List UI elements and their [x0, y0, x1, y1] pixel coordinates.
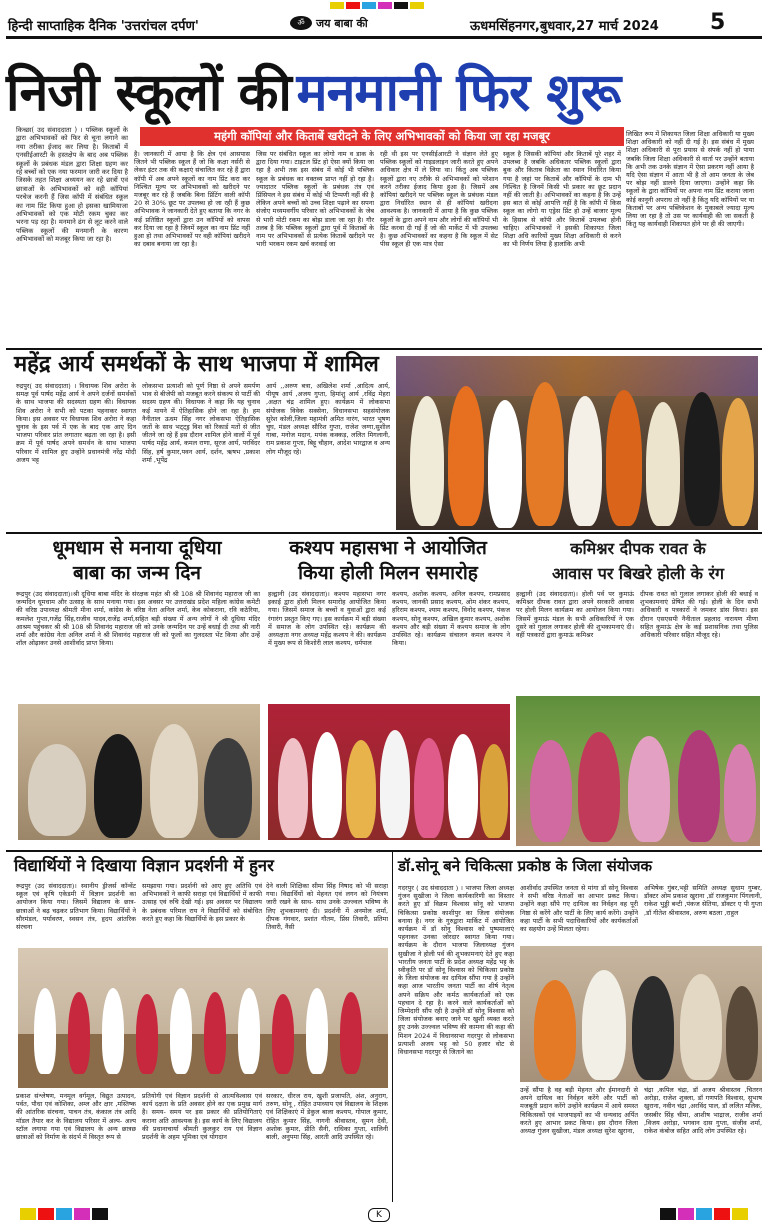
story1-col-6: लिखित रूप में शिकायत जिला शिक्षा अधिकारी या मुख्य शिक्षा अधिकारी को नहीं दी गई है। इस संबंध में मुख्य शिक्षा अधिकारी से पूरा प्रयास से संपर्क नहीं हो पाया जबकि जिला शिक्षा अधिकारी से वार्ता पर उन्होंने बताया कि अभी तक उनके संज्ञान में ऐसा प्रकरण नहीं आया है यदि ऐसा संज्ञान में आता भी है तो आम जनता के जेब पर बोझ नहीं डालने दिया जाएगा। उन्होंने कहा कि स्कूलों के द्वारा कॉपियों पर अपना नाम प्रिंट कराया जाना कोई कानूनी अपराध तो नहीं है किंतु यदि कॉपियों पर या किताबों पर अन्य पब्लिकेशन के मुकाबले ज्यादा मूल्य लिया जा रहा है तो उस पर कार्यवाही की जा सकती है किंतु यह कार्यवाही शिकायत होने पर ही की जाएगी। [626, 130, 754, 229]
story1-col-2: है। जानकारी में आया है कि क्षेत्र एवं आसपास जितने भी पब्लिक स्कूल हैं जो कि कक्षा नर्सरी से लेकर इंटर तक की कक्षाएं संचालित कर रहे हैं द्वारा कॉपी में अब अपने स्कूलों का नाम प्रिंट करा कर निश्चित मूल्य पर अभिभावकों को खरीदने पर मजबूर कर रहे हैं जबकि बिना प्रिंटिंग वाली कॉपी 20 से 30% छूट पर उपलब्ध हो जा रही हैं कुछ अभिभावक ने जानकारी देते हुए बताया कि नगर के कई प्रतिष्ठित स्कूलों द्वारा उन कॉपियों को वापस कर दिया जा रहा है जिनमें स्कूल का नाम प्रिंट नहीं हुआ हो तथा अभिभावकों पर वही कॉपियां खरीदने का दबाव बनाया जा रहा है। [134, 150, 250, 249]
story5-col-1: हल्द्वानी (उद संवाददाता)। होली पर्व पर कुमाऊं कमिश्नर दीपक रावत द्वारा अपने सरकारी आवास पर होली मिलन कार्यक्रम का आयोजन किया गया। जिसमें कुमाऊं मंडल के सभी अधिकारियों ने एक दूसरे को गुलाल लगाकर होली की शुभकामनाएं दी। वहीं पत्रकारों द्वारा कुमाऊं कमिश्नर [516, 590, 634, 640]
masthead-date: ऊधमसिंहनगर,बुधवार,27 मार्च 2024 [470, 19, 659, 34]
story7-headline: डॉ.सोनू बने चिकित्सा प्रकोष्ठ के जिला संयोजक [398, 857, 653, 875]
story4-col-1: हल्द्वानी (उद संवाददाता)। कश्यप महासभा नगर इकाई द्वारा होली मिलन समारोह आयोजित किया गया। जिसमें समाज के बच्चों व युवाओं द्वारा कई रंगारंग प्रस्तुत किए गए। इस कार्यक्रम में बड़ी संख्या में समाज के लोग उपस्थित रहे। कार्यक्रम की अध्यक्षता नगर अध्यक्ष महेंद्र कश्यप ने की। कार्यक्रम में मुख्य रूप से किशोरी लाल कश्यप, धर्मपाल [268, 590, 386, 648]
story1-col-5: स्कूल है जिसकी कॉपियां और किताबें पूरे शहर में उपलब्ध है जबकि अधिकतर पब्लिक स्कूलों द्वारा बुक और किताब विक्रेता का स्थान निर्धारित किया गया है जहां पर किताबें और कॉपियों के दाम भी निश्चित है जिनमें किसी भी प्रकार का छूट प्रदान नहीं की जाती है। अभिभावकों का कहना है कि उन्हें इस बात से कोई आपत्ति नहीं है कि कॉपी में किस स्कूल का लोगो या एड्रेस प्रिंट हो उन्हें बाजार मूल्य के हिसाब से कॉपी और किताबें उपलब्ध होनी चाहिए। अभिभावकों ने इसकी शिकायत जिला शिक्षा अधि कारियों मुख्य शिक्षा अधिकारी से करने का भी निर्णय लिया है हालांकि अभी [503, 150, 621, 249]
story6-low-col-2: प्रतियोगी एवं विज्ञान प्रदर्शनी से आत्मविश्वास एवं कार्य दक्षता के प्रति अवसर होने का एक प्रमुख मार्ग है। समय- समय पर इस प्रकार की प्रतियोगिताएं कराना अति आवश्यक है। इस कार्य के लिए विद्यालय की प्रधानाचार्या श्रीमती कुलकुर राय एवं विज्ञान प्रदर्शनी के अहम भूमिका एवं योगदान [142, 1092, 262, 1142]
story5-headline-line-2: आवास पर बिखरे होली के रंग [551, 564, 725, 583]
story3-headline-line-1: धूमधाम से मनाया दूधिया [52, 537, 222, 559]
page-number: 5 [710, 10, 726, 35]
story7-col-1: गदरपुर ( उद संवाददाता ) । भाजपा जिला अध्यक्ष गुंजन सुखीजा ने जिला कार्यकारिणी का विस्तार करते हुए डॉ विक्रम विश्वास सोनू को भाजपा चिकित्सा प्रकोष्ठ काशीपुर का जिला संयोजक बनाया है। नगर के गुरुद्वारा मार्किट में आयोजित कार्यक्रम में डॉ सोनू विश्वास को पुष्पमालाएं पहनाकर उनका जोरदार स्वागत किया गया। कार्यक्रम के दौरान भाजपा जिलाध्यक्ष गुंजन सुखीजा ने होली पर्व की शुभकामनाएं देते हुए कहा भारतीय जनता पार्टी के प्रदेश अध्यक्ष महेंद्र भट्ट के स्वीकृति पर डॉ सोनू विश्वास को चिकित्सा प्रकोष्ठ के जिला संयोजक का दायित्व सौंपा गया है उन्होंने कहा आज भारतीय जनता पार्टी का शीर्ष नेतृत्व अपने सक्रिय और कर्मठ कार्यकर्ताओं को एक पहचान दे रहा है। करने वाले कार्यकर्ताओं को जिम्मेदारी सौंप रही है उन्होंने डॉ सोनू विश्वास को जिला संयोजक बनाए जाने पर खुशी व्यक्त करते हुए उनके उज्ज्वल भविष्य की कामना की कहा की मिशन 2024 में विधानसभा गदरपुर से लोकसभा प्रत्याशी अजय भट्ट को 50 हजार वोट से विधानसभा गदरपुर से जिताने का [398, 884, 514, 1057]
story2-photo [396, 356, 758, 530]
om-icon: ॐ [290, 16, 312, 30]
story1-kicker: महंगी कॉपियां और किताबें खरीदने के लिए अभिभावकों को किया जा रहा मजबूर [140, 127, 624, 146]
story6-low-col-3: सरकार, धीरज राय, खुशी प्रजापति, अंश, अनुराग, तरुण, सोनू , रोहित उपाध्याय एवं विद्यालय के शिक्षक एवं शिक्षिकाएं में डेकुल बाला कश्यप, गोपाल कुमार, रोहित कुमार सिंह, नागनी श्रीवास्तव, सुमन देवी, अशोक कुमार, प्रीति सैनी, राधिका गुप्ता, शालिनी बाली, अनुपमा सिंह, आरती आदि उपस्थित रहे। [266, 1092, 388, 1142]
masthead-rule [6, 36, 762, 39]
story3-headline-line-2: बाबा का जन्म दिन [73, 562, 201, 584]
story3-photo [18, 704, 260, 840]
story2-col-2: लोकसभा प्रत्याशी को पूर्ण निष्ठा से अपने समर्पण भाव से बीजेपी को मजबूत करने संकल्प से पार्टी की सदस्य ग्रहण की। विधायक ने कहा कि यह चुनाव कई मायने में ऐतिहासिक होने जा रहा है। हम नैनीताल ऊधम सिंह नगर लोकसभा ऐतिहासिक जतों के साथ भट्ट्ड्र विश को रिकार्ड मतों से जीत जीतने जा रहे हैं इस दौरान शामिल होने वालों में पूर्व पार्षद महेंद्र आर्य, कमल राणा, सूरज आर्य, परविंदर सिंह, हर्ष कुमार,पवन आर्य, दर्शन, ऋषभ ,प्रकाश शर्मा ,भूपेंद्र [142, 382, 260, 464]
masthead-center-text: जय बाबा की [316, 17, 368, 30]
story2-rule [6, 532, 762, 534]
story7-col-3: अभिषेक गुंबर,भट्टी समिति अध्यक्ष सुधाम गुम्बर, डॉक्टर ओम प्रकाश खुराना ,डॉ राजकुमार पिंगलानी, राकेश भुड्डी बन्टी ,पंकज सेतिया, डॉक्टर ए पी गुप्ता ,डॉ गीतेश श्रीवास्तव, अरुण बठला ,राहुल [644, 884, 762, 917]
story4-headline-line-1: कश्यप महासभा ने आयोजित [289, 537, 487, 559]
masthead [0, 0, 770, 62]
story2-col-3: आर्य ,,अरुण बत्रा, अखिलेश शर्मा ,आदित्य आर्य, पीयूष आर्य ,अजय गुप्ता, हिमांशु आर्य ,रविंद्र मेहरा ,अक्षत चंद्र शामिल हुए। कार्यक्रम में लोकसभा संयोजक विवेक सक्सेना, विधानसभा सहसंयोजक सुरेश कोली,जिला महामंत्री अमित नारंग, भारत भूषण चुघ, मंडल अध्यक्ष सौरिश गुप्ता, राजेश जग्गा,सुशील गाबा, मनोज मदान, मयंक कक्कड़, ललित मिगलानी, राम प्रकाश गुप्ता, बिट्टू चौहान, आदेश भारद्वाज व अन्य लोग मौजूद रहे। [266, 382, 390, 456]
registration-marks-top [330, 2, 440, 10]
story1-col-4: रही थी इस पर एनसीईआरटी ने संज्ञान लेते हुए पब्लिक स्कूलों को गाइडलाइन जारी करते हुए अपने अधिकार क्षेत्र में ले लिया था। किंतु अब पब्लिक स्कूलों द्वारा नए तरीके से अभिभावकों को परेशान करने तरीका ईजाद किया हुआ है। जिसमें अब कॉपियां खरीदने पर पब्लिक स्कूल के प्रबंधक मंडल द्वारा निर्धारित स्थान से ही कॉपियां खरीदना आवश्यक है। जानकारी में आया है कि कुछ पब्लिक स्कूलों के द्वारा अपने नाम और लोगों की कॉपियों भी प्रिंट करवा दी गई हैं जो की मार्केट में भी उपलब्ध है। कुछ अभिभावकों का कहना है कि स्कूल में सेट पीस स्कूल ही एक मात्र ऐसा [380, 150, 498, 249]
story6-col-1: रूद्रपुर (उद संवाददाता)। स्थानीय ड्रीजर्स कॉन्वेंट स्कूल एवं कृषि एकेडमी में विज्ञान प्रदर्शनी का आयोजन किया गया। जिसमें विद्यालय के छात्र-छात्राओं ने बढ़ चढ़कर प्रतिभाग किया। विद्यार्थियों ने सौरमंडल, पर्यावरण, स्वसन तंत्र, हृदय आंतरिक संरचना [16, 882, 136, 932]
story2-headline: महेंद्र आर्य समर्थकों के साथ भाजपा में शामिल [14, 352, 379, 377]
story6-col-2: समझाया गया। प्रदर्शनी को आए हुए अतिथि एवं अभिभावकों ने काफी सराहा एवं विद्यार्थियों में काफी उत्साह एवं रुचि देखी गई। इस अवसर पर विद्यालय के प्रबंधक परिमल राय ने विद्यार्थियों को संबोधित करते हुए कहा कि विद्यार्थियों के इस प्रकार के [142, 882, 262, 923]
story6-photo [18, 948, 388, 1088]
story7-col-2: आशीर्वाद उपस्थित जनता से मांगा डॉ सोनू विश्वास ने सभी वरिष्ठ नेताओं का आभार प्रकट किया। उन्होंने कहा सौंपे गए दायित्व का निर्वहन वह पूरी निष्ठा से करेंगे और पार्टी के लिए कार्य करेंगे। उन्होंने कहा पार्टी के सभी पदाधिकारियों और कार्यकर्ताओं का सहयोग उन्हें मिलता रहेगा। [520, 884, 638, 934]
story7-photo [520, 946, 762, 1082]
story2-col-1: रुद्रपुर( उद संवाददाता) । विधायक शिव अरोरा के समक्ष पूर्व पार्षद महेंद्र आर्य ने अपने दर्जनों समर्थकों के साथ भाजपा की सदस्यता ग्रहण की। विधायक शिव अरोरा ने सभी को पटका पहनाकर स्वागत किया। इस अवसर पर विधायक शिव अरोरा ने कहा चुनाव के इस पर्व में एक के बाद एक आए दिन भाजपा परिवार प्रांत लगातार बढ़ता जा रहा है। इसी क्रम में पूर्व पार्षद अपने समर्थन के साथ भाजपा परिवार में शामिल हुए उन्होंने प्रधानमंत्री नरेंद्र मोदी अजय भट्ट [16, 382, 136, 464]
column-divider [392, 852, 393, 1202]
masthead-center [290, 14, 410, 34]
story6-col-3: देने वाली शिक्षिका सीमा सिंह निषाद को भी सराहा गया। विद्यार्थियों को मेहनत एवं लगन को नियंत्रण जारी रखने के साथ- साथ उनके उज्ज्वल भविष्य के लिए शुभकामनाएं दी। प्रदर्शनी में अनमोल शर्मा, दीपक गंगवार, प्रशांत गौतम, प्रिंस तिवारी, प्रतिमा तिवारी, नैंसी [266, 882, 388, 932]
story5-photo [516, 696, 760, 846]
story1-col-3: जिस पर संबंधित स्कूल का लोगो नाम व डाक के द्वारा दिया गया। टाइटल प्रिंट हो ऐसा क्यों किया जा रहा है अभी तक इस संबंध में कोई भी पब्लिक स्कूल के प्रबंधक का वक्तव्य प्राप्त नहीं हो रहा है। ज्यादातर पब्लिक स्कूलों के प्रबंधक तंत्र एवं प्रिंसिपल ने इस संबंध में कोई भी टिप्पणी नहीं की है लेकिन अपने बच्चों को उच्च शिक्षा पढ़ाने का सपना संजोए मध्यमवर्गीय परिवार को अभिभावकों के जेब से भारी मोटी रकम का बोझ डाला जा रहा है। गौर तलब है कि पब्लिक स्कूलों द्वारा पूर्व में किताबों के नाम पर अभिभावकों से प्रत्येक किताबें खरीदने पर भारी भरकम रकम खर्च करवाई जा [256, 150, 374, 249]
story6-headline: विद्यार्थियों ने दिखाया विज्ञान प्रदर्शनी में हुनर [14, 856, 274, 875]
story4-headline-line-2: किया होली मिलन समारोह [298, 562, 478, 584]
story4-photo [268, 704, 510, 840]
registration-marks-bottom [20, 1208, 750, 1222]
story4-col-2: कश्यप, अशोक कश्यप, अनिल कश्यप, रामप्रसाद कश्यप, जानकी प्रसाद कश्यप, ओम शंकर कश्यप, हरिराम कश्यप, श्याम कश्यप, विनोद कश्यप, पंकज कश्यप, सोनू कश्यप, अखिल कुमार कश्यप, अशोक कश्यप और बड़ी संख्या में कश्यप समाज के लोग उपस्थित रहे। कार्यक्रम संचालन कमल कश्यप ने किया। [392, 590, 510, 648]
story3-headline [14, 536, 260, 586]
story5-col-2: दीपक रावत को गुलाल लगाकर होली की बधाई व शुभकामनाएं प्रेषित की गई। होली के दिन सभी अधिकारी व पत्रकारों ने जमकर डांस किया। इस दौरान एसएसपी नैनीताल प्रहलाद नारायण मीणा सहित कुमाऊं क्षेत्र के कई प्रशासनिक तथा पुलिस अधिकारी परिवार सहित मौजूद रहे। [640, 590, 758, 640]
story3-body: रूद्रपुर (उद संवाददाता)।श्री दूधिया बाबा मंदिर के संरक्षक महंत श्री श्री 108 श्री शिवानंद महाराज जी का जन्मदिन धूमधाम और उत्साह के साथ मनाया गया। इस अवसर पर उत्तराखंड प्रदेश महिला कांग्रेस कमेटी की वरिष्ठ उपाध्यक्ष श्रीमती मीना शर्मा, कांग्रेस के वरिष्ठ नेता अनिल शर्मा, केव कोकराना, रवि कठेरिया, कमलेश गुप्ता,गजेंद्र सिंह,राजीव यादव,राजेंद्र शर्मा,सहित बड़ी संख्या में अन्य लोगों ने श्री दूधिया मंदिर आश्रम पहुंचकर श्री श्री 108 श्री शिवानंद महाराज जी को उनके जन्मदिन पर उन्हें बधाई दी तथा श्री नारी शर्मा और कांग्रेस नेता अनिल शर्मा ने श्री शिवानंद महाराज जी को फूलों का गुलदस्ता भेंट किया और उन्हें शॉल ओढ़ाकर उनसे आशीर्वाद प्राप्त किया। [16, 590, 260, 648]
footer-center-mark: K [368, 1208, 390, 1222]
story4-headline [268, 536, 508, 586]
story1-headline [6, 62, 764, 124]
story1-headline-part-a: निजी स्कूलों की [6, 63, 291, 123]
story1-headline-part-b: मनमानी फिर शुरू [296, 63, 621, 123]
story6-low-col-1: प्रकाश संश्लेषण, मनमूल वर्गमूल, विद्युत उत्पादन, पर्वत, पौधा एवं कोशिका, अम्ल और क्षार ,मस्तिष्क की आंतरिक संरचना, पाचन तंत्र, कंकाल तंत्र आदि मॉडल तैयार कर के विद्यालय परिसर में अल्प- अल्प स्टॉल लगाया गया एवं विद्यालय के अन्य छात्रछ छात्राओं को निर्माण के संदर्भ में विस्तृत रूप से [16, 1092, 136, 1142]
story1-col-1: किच्छा( उद संवाददाता ) । पब्लिक स्कूलों के द्वारा अभिभावकों को फिर से चूना लगाने का नया तरीका ईजाद कर लिया है। किताबों में एनसीईआरटी के हस्तक्षेप के बाद अब पब्लिक स्कूलों के प्रबंधक मंडल द्वारा शिक्षा ग्रहण कर रहे बच्चों को एक नया फरमान जारी कर दिया है जिसके तहत शिक्षा अध्ययन कर रहे छात्रों एवं छात्राओं के अभिभावकों को वही कॉपियां परचेज करनी हैं जिस कॉपी में संबंधित स्कूल का नाम प्रिंट किया हुआ हो इसका खामियाजा अभिभावकों को एक मोटी रकम चुका कर भरना पड़ रहा है। मनमाने ढंग से लूट करने वाले पब्लिक स्कूलों की मनमानी के कारण अभिभावकों को मजबूर किया जा रहा है। [16, 126, 128, 244]
story5-headline-line-1: कमिश्नर दीपक रावत के [570, 539, 706, 558]
story7-low-col-2: उन्हें सौंपा है वह बड़ी मेहनत और ईमानदारी से अपने दायित्व का निर्वहन करेंगे और पार्टी को मजबूती प्रदान करेंगे उन्होंने कार्यक्रम में आये समस्त चिकित्सकों एवं भाजपाइयों का भी धन्यवाद अर्पित करते हुए आभार प्रकट किया। इस दौरान जिला अध्यक्ष गुंजन सुखीजा, मंडल अध्यक्ष सुरेश खुराना, [520, 1086, 638, 1136]
story7-low-col-3: चंद्रा ,कपिल चंद्रा, डॉ अजय श्रीवास्तव ,चितरन अरोड़ा, राजेश शुक्ला, डॉ गणपति विश्वास, सुभाष खुराना, नवीन चंद्रा ,अरविंद पाल, डॉ ललित मलिक, जसबीर सिंह चीमा, आशीष भाद्राज, राजीव शर्मा ,विजय अरोड़ा, भगवान दास गुप्ता, संजीव शर्मा, राकेश कंबोज सहित आदि लोग उपस्थित रहे। [644, 1086, 762, 1136]
story5-headline [514, 536, 762, 586]
masthead-left-title: हिन्दी साप्ताहिक दैनिक 'उत्तरांचल दर्पण' [8, 19, 199, 34]
